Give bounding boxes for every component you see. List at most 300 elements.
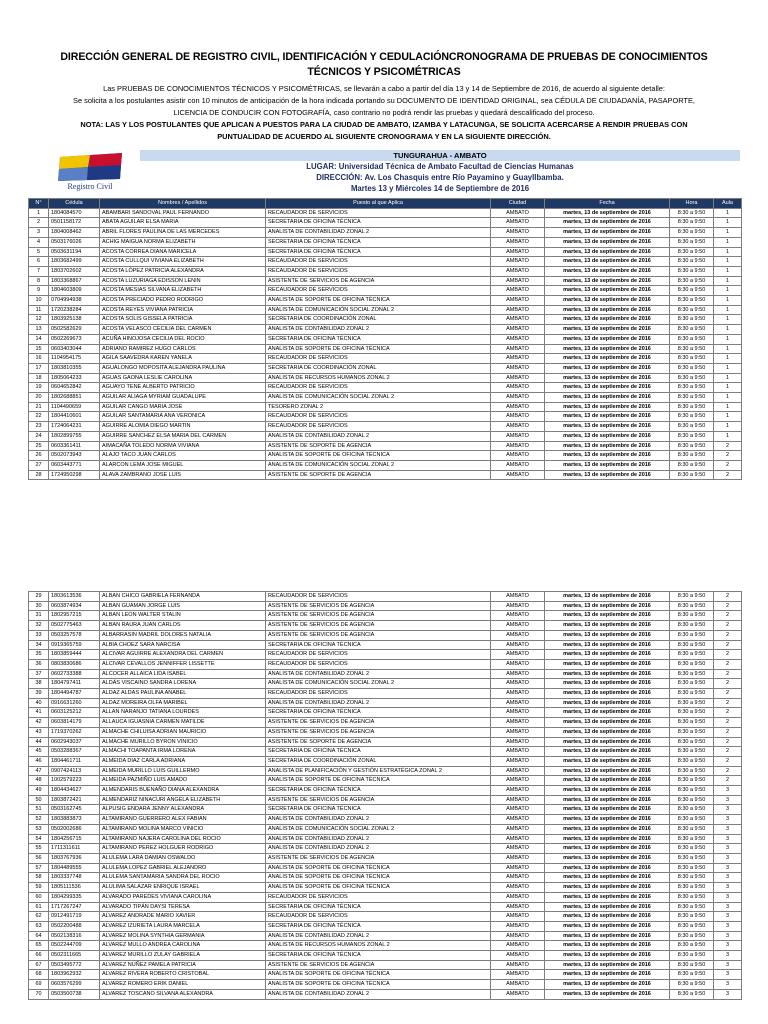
hora-cell: 8:30 a 9:50 bbox=[670, 247, 714, 257]
fecha-cell: martes, 13 de septiembre de 2016 bbox=[545, 451, 670, 461]
table-row bbox=[29, 630, 742, 640]
nombre-cell: ALBAN GUAMAN JORGE LUIS bbox=[100, 601, 266, 611]
header-fecha: Fecha bbox=[545, 199, 670, 209]
row-number: 33 bbox=[29, 630, 49, 640]
ciudad-cell: AMBATO bbox=[491, 257, 545, 267]
table-row bbox=[29, 363, 742, 373]
puesto-cell: SECRETARIA DE OFICINA TÉCNICA bbox=[266, 786, 491, 796]
row-number: 50 bbox=[29, 795, 49, 805]
nombre-cell: ALULEMA LARA DAMIAN OSWALDO bbox=[100, 853, 266, 863]
hora-cell: 8:30 a 9:50 bbox=[670, 853, 714, 863]
row-number: 43 bbox=[29, 727, 49, 737]
aula-cell: 3 bbox=[714, 834, 742, 844]
ciudad-cell: AMBATO bbox=[491, 640, 545, 650]
row-number: 15 bbox=[29, 344, 49, 354]
cedula-cell: 0603443771 bbox=[49, 460, 100, 470]
cedula-cell: 1804299335 bbox=[49, 892, 100, 902]
cedula-cell: 0603576299 bbox=[49, 980, 100, 990]
puesto-cell: ANALISTA DE CONTABILIDAD ZONAL 2 bbox=[266, 698, 491, 708]
row-number: 22 bbox=[29, 412, 49, 422]
cedula-cell: 1720238284 bbox=[49, 305, 100, 315]
table-row bbox=[29, 257, 742, 267]
hora-cell: 8:30 a 9:50 bbox=[670, 630, 714, 640]
nombre-cell: ACOSTA LUZURIAGA EDISSON LENIN bbox=[100, 276, 266, 286]
fecha-cell: martes, 13 de septiembre de 2016 bbox=[545, 412, 670, 422]
table-row bbox=[29, 334, 742, 344]
puesto-cell: ASISTENTE DE SERVICIOS DE AGENCIA bbox=[266, 853, 491, 863]
table-row bbox=[29, 422, 742, 432]
hora-cell: 8:30 a 9:50 bbox=[670, 844, 714, 854]
puesto-cell: RECAUDADOR DE SERVICIOS bbox=[266, 650, 491, 660]
aula-cell: 1 bbox=[714, 286, 742, 296]
hora-cell: 8:30 a 9:50 bbox=[670, 257, 714, 267]
ciudad-cell: AMBATO bbox=[491, 422, 545, 432]
aula-cell: 2 bbox=[714, 708, 742, 718]
aula-cell: 2 bbox=[714, 727, 742, 737]
aula-cell: 1 bbox=[714, 296, 742, 306]
nombre-cell: ALVARADO TIPÁN DAYSI TERESA bbox=[100, 902, 266, 912]
table-row bbox=[29, 296, 742, 306]
aula-cell: 1 bbox=[714, 334, 742, 344]
table-row bbox=[29, 776, 742, 786]
puesto-cell: ASISTENTE DE SERVICIOS DE AGENCIA bbox=[266, 795, 491, 805]
cedula-cell: 1724064231 bbox=[49, 422, 100, 432]
row-number: 34 bbox=[29, 640, 49, 650]
cedula-cell: 0502200488 bbox=[49, 921, 100, 931]
cedula-cell: 1803613536 bbox=[49, 592, 100, 602]
puesto-cell: ANALISTA DE SOPORTE DE OFICINA TÉCNICA bbox=[266, 970, 491, 980]
ciudad-cell: AMBATO bbox=[491, 989, 545, 999]
row-number: 7 bbox=[29, 266, 49, 276]
ciudad-cell: AMBATO bbox=[491, 402, 545, 412]
hora-cell: 8:30 a 9:50 bbox=[670, 941, 714, 951]
ciudad-cell: AMBATO bbox=[491, 883, 545, 893]
ciudad-cell: AMBATO bbox=[491, 902, 545, 912]
row-number: 61 bbox=[29, 902, 49, 912]
row-number: 10 bbox=[29, 296, 49, 306]
puesto-cell: SECRETARIA DE COORDINACIÓN ZONAL bbox=[266, 363, 491, 373]
hora-cell: 8:30 a 9:50 bbox=[670, 863, 714, 873]
cedula-cell: 1804256715 bbox=[49, 834, 100, 844]
ciudad-cell: AMBATO bbox=[491, 853, 545, 863]
fecha-cell: martes, 13 de septiembre de 2016 bbox=[545, 315, 670, 325]
fecha-cell: martes, 13 de septiembre de 2016 bbox=[545, 286, 670, 296]
cedula-cell: 0502002686 bbox=[49, 824, 100, 834]
registro-civil-logo bbox=[30, 151, 130, 195]
table-row bbox=[29, 601, 742, 611]
cedula-cell: 1724950298 bbox=[49, 470, 100, 480]
row-number: 59 bbox=[29, 883, 49, 893]
aula-cell: 1 bbox=[714, 325, 742, 335]
puesto-cell: ANALISTA DE CONTABILIDAD ZONAL 2 bbox=[266, 228, 491, 238]
fecha-cell: martes, 13 de septiembre de 2016 bbox=[545, 363, 670, 373]
fecha-cell: martes, 13 de septiembre de 2016 bbox=[545, 766, 670, 776]
aula-cell: 2 bbox=[714, 679, 742, 689]
ciudad-cell: AMBATO bbox=[491, 960, 545, 970]
ciudad-cell: AMBATO bbox=[491, 873, 545, 883]
fecha-cell: martes, 13 de septiembre de 2016 bbox=[545, 611, 670, 621]
lugar-line: LUGAR: Universidad Técnica de Ambato Facultad de Ciencias Humanas bbox=[306, 162, 574, 171]
hora-cell: 8:30 a 9:50 bbox=[670, 460, 714, 470]
ciudad-cell: AMBATO bbox=[491, 393, 545, 403]
cedula-cell: 1804489555 bbox=[49, 863, 100, 873]
document-header bbox=[0, 50, 768, 143]
ciudad-cell: AMBATO bbox=[491, 786, 545, 796]
aula-cell: 3 bbox=[714, 815, 742, 825]
cedula-cell: 1804008462 bbox=[49, 228, 100, 238]
header-ciudad: Ciudad bbox=[491, 199, 545, 209]
hora-cell: 8:30 a 9:50 bbox=[670, 805, 714, 815]
table-row bbox=[29, 276, 742, 286]
fecha-cell: martes, 13 de septiembre de 2016 bbox=[545, 325, 670, 335]
cedula-cell: 0503631194 bbox=[49, 247, 100, 257]
ciudad-cell: AMBATO bbox=[491, 286, 545, 296]
ciudad-cell: AMBATO bbox=[491, 727, 545, 737]
aula-cell: 3 bbox=[714, 980, 742, 990]
cedula-cell: 1803337748 bbox=[49, 873, 100, 883]
cedula-cell: 1802899755 bbox=[49, 431, 100, 441]
table-header-row bbox=[29, 199, 742, 209]
row-number: 14 bbox=[29, 334, 49, 344]
logo-text: Registro Civil bbox=[67, 182, 113, 191]
puesto-cell: ANALISTA DE SOPORTE DE OFICINA TÉCNICA bbox=[266, 344, 491, 354]
hora-cell: 8:30 a 9:50 bbox=[670, 834, 714, 844]
note-line-2: PUNTUALIDAD DE ACUERDO AL SIGUIENTE CRONOGRAMA Y EN LA SIGUIENTE DIRECCIÓN. bbox=[217, 132, 551, 141]
ciudad-cell: AMBATO bbox=[491, 228, 545, 238]
aula-cell: 3 bbox=[714, 912, 742, 922]
table-row bbox=[29, 931, 742, 941]
nombre-cell: AGUAS GAONA LESLIE CAROLINA bbox=[100, 373, 266, 383]
hora-cell: 8:30 a 9:50 bbox=[670, 689, 714, 699]
hora-cell: 8:30 a 9:50 bbox=[670, 756, 714, 766]
row-number: 65 bbox=[29, 941, 49, 951]
fecha-cell: martes, 13 de septiembre de 2016 bbox=[545, 805, 670, 815]
row-number: 52 bbox=[29, 815, 49, 825]
puesto-cell: ANALISTA DE SOPORTE DE OFICINA TÉCNICA bbox=[266, 451, 491, 461]
cedula-cell: 0603361411 bbox=[49, 441, 100, 451]
aula-cell: 3 bbox=[714, 844, 742, 854]
puesto-cell: ANALISTA DE CONTABILIDAD ZONAL 2 bbox=[266, 325, 491, 335]
nombre-cell: ALVAREZ ROMERO ERIK DANIEL bbox=[100, 980, 266, 990]
nombre-cell: ALMACHI TOAPANTA IRMA LORENA bbox=[100, 747, 266, 757]
row-number: 45 bbox=[29, 747, 49, 757]
table-row bbox=[29, 621, 742, 631]
puesto-cell: ANALISTA DE SOPORTE DE OFICINA TÉCNICA bbox=[266, 296, 491, 306]
hora-cell: 8:30 a 9:50 bbox=[670, 650, 714, 660]
table-row bbox=[29, 611, 742, 621]
nombre-cell: ADRIANO RAMIREZ HUGO CARLOS bbox=[100, 344, 266, 354]
table-row bbox=[29, 669, 742, 679]
table-row bbox=[29, 659, 742, 669]
table-row bbox=[29, 766, 742, 776]
aula-cell: 2 bbox=[714, 650, 742, 660]
cedula-cell: 1804084570 bbox=[49, 208, 100, 218]
table-row bbox=[29, 470, 742, 480]
cedula-cell: 1803702602 bbox=[49, 266, 100, 276]
row-number: 9 bbox=[29, 286, 49, 296]
aula-cell: 3 bbox=[714, 805, 742, 815]
hora-cell: 8:30 a 9:50 bbox=[670, 727, 714, 737]
ciudad-cell: AMBATO bbox=[491, 951, 545, 961]
nombre-cell: ACOSTA VELASCO CECILIA DEL CARMEN bbox=[100, 325, 266, 335]
hora-cell: 8:30 a 9:50 bbox=[670, 601, 714, 611]
hora-cell: 8:30 a 9:50 bbox=[670, 970, 714, 980]
hora-cell: 8:30 a 9:50 bbox=[670, 795, 714, 805]
nombre-cell: ALCIVAR AGUIRRE ALEXANDRA DEL CARMEN bbox=[100, 650, 266, 660]
fecha-cell: martes, 13 de septiembre de 2016 bbox=[545, 257, 670, 267]
hora-cell: 8:30 a 9:50 bbox=[670, 640, 714, 650]
puesto-cell: RECAUDADOR DE SERVICIOS bbox=[266, 422, 491, 432]
puesto-cell: SECRETARIA DE OFICINA TÉCNICA bbox=[266, 708, 491, 718]
hora-cell: 8:30 a 9:50 bbox=[670, 315, 714, 325]
aula-cell: 2 bbox=[714, 601, 742, 611]
table-row bbox=[29, 460, 742, 470]
table-row bbox=[29, 756, 742, 766]
puesto-cell: ASISTENTE DE SOPORTE DE AGENCIA bbox=[266, 441, 491, 451]
fecha-cell: martes, 13 de septiembre de 2016 bbox=[545, 698, 670, 708]
hora-cell: 8:30 a 9:50 bbox=[670, 718, 714, 728]
table-row bbox=[29, 883, 742, 893]
nombre-cell: ALVAREZ TOSCANO SILVANA ALEXANDRA bbox=[100, 989, 266, 999]
table-row bbox=[29, 737, 742, 747]
row-number: 36 bbox=[29, 659, 49, 669]
hora-cell: 8:30 a 9:50 bbox=[670, 698, 714, 708]
puesto-cell: RECAUDADOR DE SERVICIOS bbox=[266, 286, 491, 296]
fecha-cell: martes, 13 de septiembre de 2016 bbox=[545, 247, 670, 257]
fecha-cell: martes, 13 de septiembre de 2016 bbox=[545, 873, 670, 883]
table-row bbox=[29, 412, 742, 422]
fecha-cell: martes, 13 de septiembre de 2016 bbox=[545, 747, 670, 757]
fecha-cell: martes, 13 de septiembre de 2016 bbox=[545, 402, 670, 412]
hora-cell: 8:30 a 9:50 bbox=[670, 470, 714, 480]
nombre-cell: AGUAYO TENE ALBERTO PATRICIO bbox=[100, 383, 266, 393]
aula-cell: 2 bbox=[714, 470, 742, 480]
cedula-cell: 0502138316 bbox=[49, 931, 100, 941]
cedula-cell: 1804410601 bbox=[49, 412, 100, 422]
intro-line-1: Las PRUEBAS DE CONOCIMIENTOS TÉCNICOS Y PSICOMÉTRICAS, se llevarán a cabo a partir del día 13 y 14 de Septiembre de 2016, de acuerdo al siguiente detalle: bbox=[103, 84, 665, 93]
table-row bbox=[29, 228, 742, 238]
row-number: 51 bbox=[29, 805, 49, 815]
table-row bbox=[29, 208, 742, 218]
cedula-cell: 1805064233 bbox=[49, 373, 100, 383]
nombre-cell: ALTAMIRANO GUERRERO ALEX FABIAN bbox=[100, 815, 266, 825]
hora-cell: 8:30 a 9:50 bbox=[670, 659, 714, 669]
aula-cell: 2 bbox=[714, 747, 742, 757]
nombre-cell: ALDAZ ALDAS PAULINA ANABEL bbox=[100, 689, 266, 699]
fecha-cell: martes, 13 de septiembre de 2016 bbox=[545, 228, 670, 238]
nombre-cell: AGUIRRE ALOMIA DIEGO MARTIN bbox=[100, 422, 266, 432]
hora-cell: 8:30 a 9:50 bbox=[670, 786, 714, 796]
row-number: 8 bbox=[29, 276, 49, 286]
fecha-cell: martes, 13 de septiembre de 2016 bbox=[545, 912, 670, 922]
nombre-cell: ACOSTA REYES VIVIANA PATRICIA bbox=[100, 305, 266, 315]
nombre-cell: ALMEIDA MURILLO LUIS GUILLERMO bbox=[100, 766, 266, 776]
nombre-cell: ALBARRASIN MADRIL DOLORES NATALIA bbox=[100, 630, 266, 640]
row-number: 31 bbox=[29, 611, 49, 621]
cedula-cell: 0503162745 bbox=[49, 805, 100, 815]
hora-cell: 8:30 a 9:50 bbox=[670, 325, 714, 335]
row-number: 55 bbox=[29, 844, 49, 854]
puesto-cell: RECAUDADOR DE SERVICIOS bbox=[266, 208, 491, 218]
nombre-cell: ALULIMA SALAZAR ENRIQUE ISRAEL bbox=[100, 883, 266, 893]
hora-cell: 8:30 a 9:50 bbox=[670, 383, 714, 393]
cedula-cell: 1803767936 bbox=[49, 853, 100, 863]
ciudad-cell: AMBATO bbox=[491, 659, 545, 669]
hora-cell: 8:30 a 9:50 bbox=[670, 373, 714, 383]
hora-cell: 8:30 a 9:50 bbox=[670, 422, 714, 432]
table-row bbox=[29, 698, 742, 708]
nombre-cell: ACOSTA SOLIS GISSELA PATRICIA bbox=[100, 315, 266, 325]
cedula-cell: 1711311611 bbox=[49, 844, 100, 854]
header-hora: Hora bbox=[670, 199, 714, 209]
aula-cell: 1 bbox=[714, 218, 742, 228]
row-number: 16 bbox=[29, 354, 49, 364]
puesto-cell: ASISTENTE DE SERVICIOS DE AGENCIA bbox=[266, 611, 491, 621]
table-row bbox=[29, 747, 742, 757]
ciudad-cell: AMBATO bbox=[491, 921, 545, 931]
row-number: 62 bbox=[29, 912, 49, 922]
cedula-cell: 0602943037 bbox=[49, 737, 100, 747]
nombre-cell: AGUILAR SANTAMARIA ANA VERONICA bbox=[100, 412, 266, 422]
row-number: 70 bbox=[29, 989, 49, 999]
nombre-cell: ALVARADO PAREDES VIVIANA CAROLINA bbox=[100, 892, 266, 902]
cedula-cell: 0503495772 bbox=[49, 960, 100, 970]
cedula-cell: 0602733388 bbox=[49, 669, 100, 679]
row-number: 66 bbox=[29, 951, 49, 961]
hora-cell: 8:30 a 9:50 bbox=[670, 951, 714, 961]
ciudad-cell: AMBATO bbox=[491, 334, 545, 344]
puesto-cell: SECRETARIA DE OFICINA TÉCNICA bbox=[266, 805, 491, 815]
puesto-cell: ANALISTA DE COMUNICACIÓN SOCIAL ZONAL 2 bbox=[266, 460, 491, 470]
nombre-cell: ABATA AGUILAR ELSA MARIA bbox=[100, 218, 266, 228]
hora-cell: 8:30 a 9:50 bbox=[670, 824, 714, 834]
aula-cell: 3 bbox=[714, 863, 742, 873]
fecha-cell: martes, 13 de septiembre de 2016 bbox=[545, 960, 670, 970]
fecha-cell: martes, 13 de septiembre de 2016 bbox=[545, 815, 670, 825]
row-number: 41 bbox=[29, 708, 49, 718]
aula-cell: 3 bbox=[714, 970, 742, 980]
table-row bbox=[29, 795, 742, 805]
hora-cell: 8:30 a 9:50 bbox=[670, 441, 714, 451]
fecha-cell: martes, 13 de septiembre de 2016 bbox=[545, 431, 670, 441]
fecha-cell: martes, 13 de septiembre de 2016 bbox=[545, 844, 670, 854]
hora-cell: 8:30 a 9:50 bbox=[670, 669, 714, 679]
table-row bbox=[29, 650, 742, 660]
row-number: 53 bbox=[29, 824, 49, 834]
row-number: 24 bbox=[29, 431, 49, 441]
fecha-cell: martes, 13 de septiembre de 2016 bbox=[545, 883, 670, 893]
table-row bbox=[29, 970, 742, 980]
table-row bbox=[29, 902, 742, 912]
cedula-cell: 1803925138 bbox=[49, 315, 100, 325]
row-number: 47 bbox=[29, 766, 49, 776]
hora-cell: 8:30 a 9:50 bbox=[670, 931, 714, 941]
row-number: 29 bbox=[29, 592, 49, 602]
puesto-cell: SECRETARIA DE OFICINA TÉCNICA bbox=[266, 951, 491, 961]
table-row bbox=[29, 266, 742, 276]
ciudad-cell: AMBATO bbox=[491, 592, 545, 602]
puesto-cell: ANALISTA DE RECURSOS HUMANOS ZONAL 2 bbox=[266, 373, 491, 383]
row-number: 39 bbox=[29, 689, 49, 699]
table-row bbox=[29, 921, 742, 931]
row-number: 21 bbox=[29, 402, 49, 412]
puesto-cell: RECAUDADOR DE SERVICIOS bbox=[266, 257, 491, 267]
row-number: 30 bbox=[29, 601, 49, 611]
direccion-line: DIRECCIÓN: Av. Los Chasquis entre Río Payamino y Guayllbamba. bbox=[316, 173, 564, 182]
puesto-cell: RECAUDADOR DE SERVICIOS bbox=[266, 383, 491, 393]
nombre-cell: ALULEMA SANTAMARIA SANDRA DEL ROCIO bbox=[100, 873, 266, 883]
aula-cell: 2 bbox=[714, 621, 742, 631]
aula-cell: 3 bbox=[714, 951, 742, 961]
aula-cell: 2 bbox=[714, 698, 742, 708]
ciudad-cell: AMBATO bbox=[491, 834, 545, 844]
nombre-cell: ALCIVAR CEVALLOS JENNIFFER LISSETTE bbox=[100, 659, 266, 669]
hora-cell: 8:30 a 9:50 bbox=[670, 592, 714, 602]
ciudad-cell: AMBATO bbox=[491, 805, 545, 815]
row-number: 57 bbox=[29, 863, 49, 873]
fecha-cell: martes, 13 de septiembre de 2016 bbox=[545, 344, 670, 354]
puesto-cell: ANALISTA DE COMUNICACIÓN SOCIAL ZONAL 2 bbox=[266, 679, 491, 689]
puesto-cell: ANALISTA DE COMUNICACIÓN SOCIAL ZONAL 2 bbox=[266, 393, 491, 403]
table-row bbox=[29, 863, 742, 873]
fecha-cell: martes, 13 de septiembre de 2016 bbox=[545, 679, 670, 689]
nombre-cell: AGILA SAAVEDRA KAREN YANELA bbox=[100, 354, 266, 364]
ciudad-cell: AMBATO bbox=[491, 470, 545, 480]
puesto-cell: SECRETARIA DE OFICINA TÉCNICA bbox=[266, 902, 491, 912]
puesto-cell: ANALISTA DE CONTABILIDAD ZONAL 2 bbox=[266, 669, 491, 679]
row-number: 3 bbox=[29, 228, 49, 238]
hora-cell: 8:30 a 9:50 bbox=[670, 883, 714, 893]
fecha-cell: martes, 13 de septiembre de 2016 bbox=[545, 630, 670, 640]
hora-cell: 8:30 a 9:50 bbox=[670, 344, 714, 354]
hora-cell: 8:30 a 9:50 bbox=[670, 621, 714, 631]
nombre-cell: ALMACHE MURILLO BYRON VINICIO bbox=[100, 737, 266, 747]
fecha-cell: martes, 13 de septiembre de 2016 bbox=[545, 601, 670, 611]
ciudad-cell: AMBATO bbox=[491, 296, 545, 306]
ciudad-cell: AMBATO bbox=[491, 441, 545, 451]
ciudad-cell: AMBATO bbox=[491, 630, 545, 640]
aula-cell: 3 bbox=[714, 873, 742, 883]
row-number: 6 bbox=[29, 257, 49, 267]
aula-cell: 1 bbox=[714, 431, 742, 441]
cedula-cell: 0503288367 bbox=[49, 747, 100, 757]
cedula-cell: 0916631260 bbox=[49, 698, 100, 708]
nombre-cell: ALBAN RAURA JUAN CARLOS bbox=[100, 621, 266, 631]
fecha-cell: martes, 13 de septiembre de 2016 bbox=[545, 795, 670, 805]
row-number: 27 bbox=[29, 460, 49, 470]
table-row bbox=[29, 873, 742, 883]
nombre-cell: ALLAUCA IGUASNIA CARMEN MATILDE bbox=[100, 718, 266, 728]
puesto-cell: ANALISTA DE SOPORTE DE OFICINA TÉCNICA bbox=[266, 776, 491, 786]
row-number: 2 bbox=[29, 218, 49, 228]
table-row bbox=[29, 402, 742, 412]
nombre-cell: ACOSTA MESIAS SILVANA ELIZABETH bbox=[100, 286, 266, 296]
fecha-cell: martes, 13 de septiembre de 2016 bbox=[545, 237, 670, 247]
table-row bbox=[29, 892, 742, 902]
hora-cell: 8:30 a 9:50 bbox=[670, 873, 714, 883]
hora-cell: 8:30 a 9:50 bbox=[670, 451, 714, 461]
ciudad-cell: AMBATO bbox=[491, 237, 545, 247]
cedula-cell: 1717267247 bbox=[49, 902, 100, 912]
nombre-cell: ACOSTA CULLQUI VIVIANA ELIZABETH bbox=[100, 257, 266, 267]
fecha-cell: martes, 13 de septiembre de 2016 bbox=[545, 863, 670, 873]
aula-cell: 2 bbox=[714, 640, 742, 650]
table-row bbox=[29, 708, 742, 718]
nombre-cell: AGUILAR ALIAGA MYRIAM GUADALUPE bbox=[100, 393, 266, 403]
table-row bbox=[29, 383, 742, 393]
puesto-cell: ANALISTA DE COMUNICACIÓN SOCIAL ZONAL 2 bbox=[266, 305, 491, 315]
aula-cell: 2 bbox=[714, 451, 742, 461]
